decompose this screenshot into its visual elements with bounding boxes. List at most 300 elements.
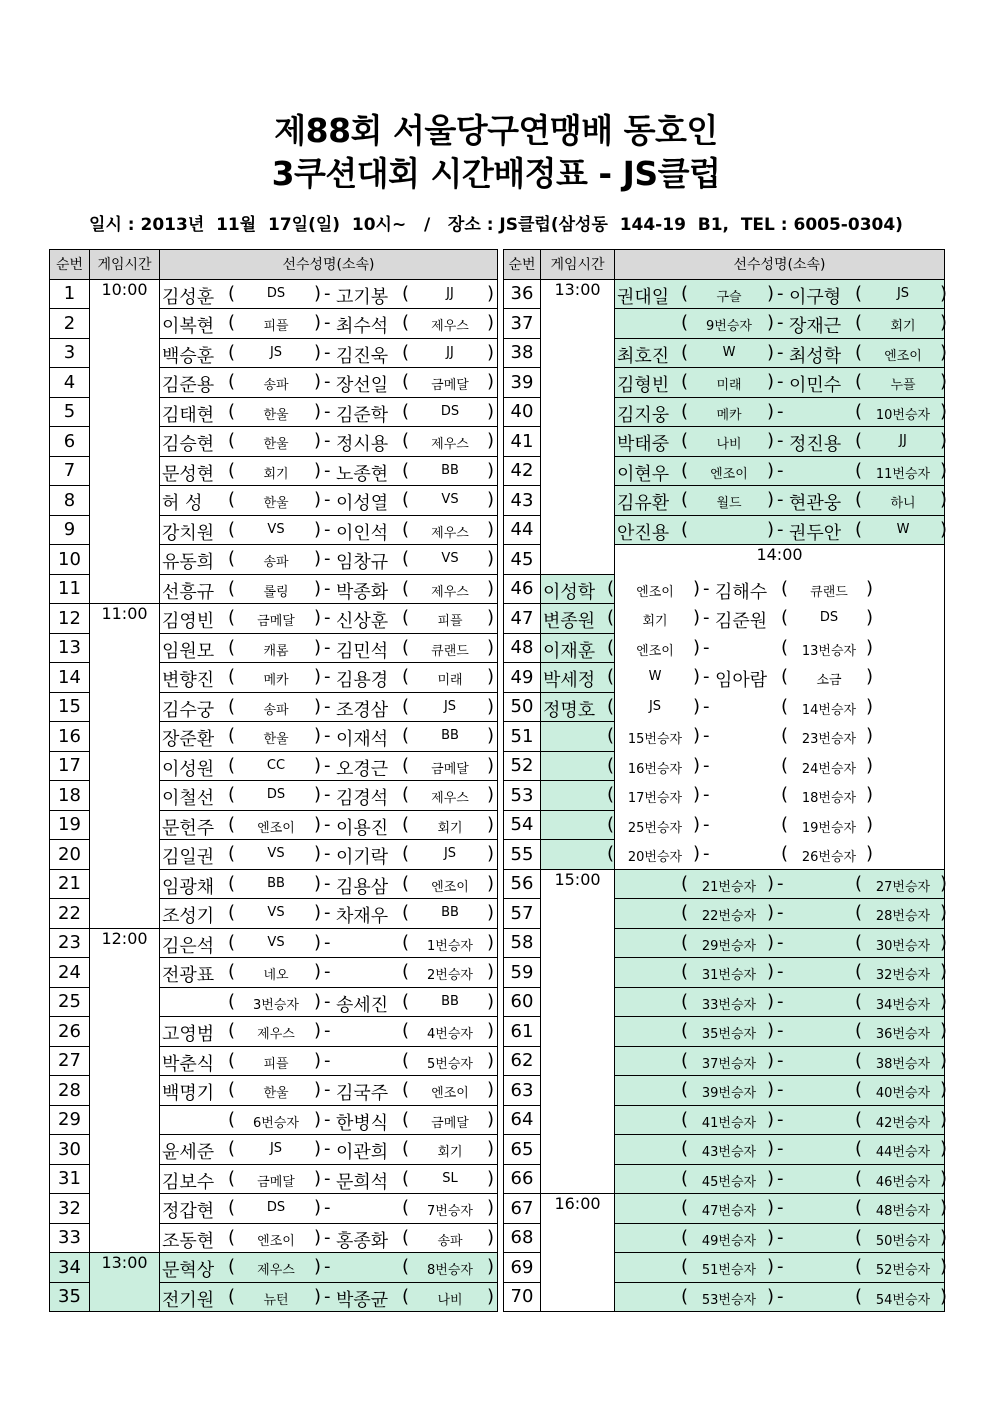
game-time: 14:00: [615, 545, 945, 870]
paren-close: ): [940, 1108, 948, 1130]
paren-close: ): [314, 1020, 322, 1041]
player2-affiliation: 28번승자: [875, 909, 931, 924]
player1-affiliation: 한울: [263, 496, 289, 511]
paren-open: (: [855, 489, 863, 510]
player2-name: 이관희: [336, 1142, 389, 1163]
player2-affiliation: 5번승자: [427, 1056, 473, 1072]
player2-affiliation: 4번승자: [427, 1027, 473, 1042]
player2-affiliation: 18번승자: [801, 791, 857, 806]
paren-close: ): [866, 754, 874, 776]
player1-affiliation: 33번승자: [701, 997, 757, 1013]
paren-open: (: [402, 843, 410, 864]
paren-close: ): [767, 961, 775, 982]
versus-dash: -: [777, 990, 784, 1012]
paren-open: (: [607, 666, 615, 687]
player1-name: 김형빈: [617, 375, 670, 396]
players-cell: [160, 899, 498, 929]
paren-close: ): [487, 813, 495, 835]
player2-affiliation: 제우스: [431, 584, 469, 600]
player1-name: 백명기: [162, 1083, 215, 1104]
player2-affiliation: 제우스: [431, 437, 469, 452]
player1-name: 정명호: [543, 699, 596, 721]
player2-affiliation: 미래: [437, 673, 463, 688]
paren-open: (: [607, 813, 615, 835]
match-number: 4: [50, 368, 90, 398]
players-cell: [160, 338, 498, 368]
paren-open: (: [855, 1108, 863, 1130]
player1-affiliation: VS: [267, 521, 285, 537]
paren-close: ): [940, 1256, 948, 1277]
match-number: 63: [504, 1076, 541, 1106]
match-number: 39: [504, 368, 541, 398]
versus-dash: -: [324, 341, 331, 363]
paren-close: ): [940, 1079, 948, 1100]
game-time: 10:00: [90, 279, 160, 604]
player2-affiliation: 소금: [816, 673, 842, 688]
paren-open: (: [228, 459, 236, 481]
player1-name: 이철선: [162, 788, 215, 809]
player2-name: 이성열: [336, 493, 389, 514]
match-number: 5: [50, 397, 90, 427]
player1-affiliation: 한울: [263, 437, 289, 452]
player2-affiliation: BB: [441, 993, 459, 1009]
paren-open: (: [781, 577, 789, 599]
players-cell: [615, 928, 948, 958]
paren-close: ): [487, 1285, 495, 1307]
player2-affiliation: JJ: [899, 433, 907, 448]
player2-name: 장재근: [789, 316, 842, 337]
paren-close: ): [487, 282, 495, 304]
player1-affiliation: 49번승자: [701, 1233, 757, 1249]
player1-affiliation: CC: [266, 757, 286, 773]
versus-dash: -: [324, 725, 331, 746]
player2-affiliation: JS: [443, 846, 457, 861]
paren-close: ): [866, 636, 874, 658]
versus-dash: -: [703, 784, 710, 805]
paren-close: ): [314, 371, 322, 392]
paren-open: (: [402, 548, 410, 569]
versus-dash: -: [324, 282, 331, 304]
paren-open: (: [228, 1049, 236, 1071]
paren-open: (: [681, 1108, 689, 1130]
paren-close: ): [487, 371, 495, 392]
paren-close: ): [314, 459, 322, 481]
players-cell: [160, 663, 498, 693]
paren-open: (: [228, 577, 236, 599]
match-number: 6: [50, 427, 90, 457]
match-number: 70: [504, 1282, 541, 1312]
versus-dash: -: [777, 1167, 784, 1189]
paren-close: ): [314, 1226, 322, 1248]
player1-affiliation: 41번승자: [701, 1115, 757, 1131]
player2-affiliation: 14번승자: [801, 702, 857, 718]
paren-close: ): [693, 843, 701, 864]
player2-name: 송세진: [336, 994, 389, 1016]
versus-dash: -: [777, 1226, 784, 1248]
players-cell: [160, 604, 498, 634]
player2-name: 노종현: [336, 463, 389, 485]
player1-affiliation: 송파: [263, 378, 289, 393]
player1-name: 허 성: [162, 493, 203, 514]
paren-open: (: [402, 1285, 410, 1307]
player2-name: 한병식: [336, 1112, 389, 1134]
match-number: 49: [504, 663, 541, 693]
versus-dash: -: [777, 1020, 784, 1041]
player1-name: 이성학: [543, 581, 596, 603]
paren-open: (: [402, 1108, 410, 1130]
paren-open: (: [681, 282, 689, 304]
paren-open: (: [402, 282, 410, 304]
paren-close: ): [487, 518, 495, 540]
match-number: 19: [50, 810, 90, 840]
paren-close: ): [940, 1049, 948, 1071]
match-number: 47: [504, 604, 541, 634]
player1-name: 김일권: [162, 847, 215, 868]
player1-affiliation: 17번승자: [627, 791, 683, 806]
paren-close: ): [693, 725, 701, 746]
player1-name: 김준용: [162, 375, 215, 396]
match-number: 68: [504, 1223, 541, 1253]
paren-open: (: [228, 813, 236, 835]
table-row: [504, 869, 945, 899]
paren-open: (: [228, 341, 236, 363]
match-number: 18: [50, 781, 90, 811]
player1-affiliation: 메카: [716, 407, 742, 423]
player2-affiliation: 24번승자: [801, 761, 857, 777]
player1-affiliation: W: [722, 344, 736, 360]
paren-open: (: [607, 843, 615, 864]
paren-open: (: [402, 459, 410, 481]
schedule-table-right: [503, 249, 948, 1312]
paren-open: (: [681, 1256, 689, 1277]
paren-close: ): [487, 459, 495, 481]
match-number: 44: [504, 515, 541, 545]
match-number: 7: [50, 456, 90, 486]
match-number: 67: [504, 1194, 541, 1224]
match-number: 20: [50, 840, 90, 870]
versus-dash: -: [324, 1167, 331, 1189]
versus-dash: -: [324, 1197, 331, 1218]
paren-open: (: [855, 1197, 863, 1218]
players-cell: [615, 1017, 948, 1047]
versus-dash: -: [777, 931, 784, 953]
paren-close: ): [940, 1197, 948, 1218]
players-cell: [541, 633, 874, 663]
match-number: 35: [50, 1282, 90, 1312]
players-cell: [160, 368, 498, 398]
player1-name: 박세정: [543, 670, 596, 691]
players-cell: [160, 722, 498, 752]
player2-affiliation: 48번승자: [875, 1204, 931, 1219]
paren-open: (: [402, 1049, 410, 1071]
versus-dash: -: [324, 813, 331, 835]
match-number: 34: [50, 1253, 90, 1283]
versus-dash: -: [777, 430, 784, 451]
players-cell: [160, 751, 498, 781]
player2-name: 정시용: [336, 434, 389, 455]
player1-affiliation: 9번승자: [706, 319, 752, 334]
player1-affiliation: 네오: [263, 968, 289, 983]
match-number: 33: [50, 1223, 90, 1253]
paren-open: (: [402, 312, 410, 333]
paren-open: (: [855, 1020, 863, 1041]
player1-name: 전광표: [162, 965, 215, 986]
paren-close: ): [866, 784, 874, 805]
versus-dash: -: [324, 548, 331, 569]
paren-close: ): [314, 1285, 322, 1307]
paren-close: ): [940, 1226, 948, 1248]
paren-open: (: [228, 666, 236, 687]
match-number: 10: [50, 545, 90, 575]
player1-name: 김수궁: [162, 699, 215, 721]
player2-affiliation: 송파: [437, 1233, 463, 1249]
player2-affiliation: 30번승자: [875, 938, 931, 954]
players-cell: [615, 1253, 948, 1283]
game-time: 12:00: [90, 928, 160, 1253]
match-number: 37: [504, 309, 541, 339]
player2-affiliation: 제우스: [431, 525, 469, 541]
player1-affiliation: VS: [267, 934, 285, 950]
paren-open: (: [681, 312, 689, 333]
match-number: 29: [50, 1105, 90, 1135]
players-cell: [160, 1194, 498, 1224]
paren-close: ): [314, 784, 322, 805]
paren-close: ): [487, 843, 495, 864]
paren-open: (: [228, 1285, 236, 1307]
paren-open: (: [681, 1285, 689, 1307]
match-number: 26: [50, 1017, 90, 1047]
player1-affiliation: 엔조이: [710, 466, 748, 482]
players-cell: [615, 279, 948, 309]
player1-name: 선흥규: [162, 581, 215, 603]
paren-close: ): [866, 666, 874, 687]
player2-affiliation: JS: [443, 698, 457, 714]
player1-affiliation: 피플: [263, 319, 289, 334]
paren-open: (: [681, 400, 689, 422]
player2-affiliation: 엔조이: [431, 1086, 469, 1101]
player2-affiliation: 40번승자: [875, 1086, 931, 1101]
player2-name: 김용삼: [336, 876, 389, 898]
paren-close: ): [866, 843, 874, 864]
paren-open: (: [228, 931, 236, 953]
paren-close: ): [487, 1138, 495, 1159]
player1-name: 고영범: [162, 1024, 215, 1045]
paren-close: ): [487, 400, 495, 422]
paren-open: (: [402, 489, 410, 510]
table-row: [504, 279, 945, 309]
paren-open: (: [681, 961, 689, 982]
players-cell: [541, 574, 874, 604]
player2-affiliation: 54번승자: [875, 1292, 931, 1308]
paren-open: (: [855, 902, 863, 923]
paren-open: (: [228, 371, 236, 392]
player2-affiliation: BB: [441, 905, 459, 920]
versus-dash: -: [324, 489, 331, 510]
versus-dash: -: [777, 400, 784, 422]
paren-open: (: [402, 813, 410, 835]
match-number: 40: [504, 397, 541, 427]
players-cell: [615, 869, 948, 899]
player1-affiliation: 20번승자: [627, 850, 683, 865]
player1-affiliation: 39번승자: [701, 1086, 757, 1101]
match-number: 60: [504, 987, 541, 1017]
paren-close: ): [314, 577, 322, 599]
paren-open: (: [855, 990, 863, 1012]
header-time: 게임시간: [90, 250, 160, 280]
versus-dash: -: [324, 312, 331, 333]
paren-open: (: [855, 1167, 863, 1189]
match-number: 12: [50, 604, 90, 634]
player2-affiliation: JS: [896, 285, 910, 301]
paren-close: ): [487, 961, 495, 982]
player1-affiliation: 37번승자: [701, 1056, 757, 1072]
player1-name: 김승현: [162, 434, 215, 455]
player1-affiliation: 피플: [263, 1056, 289, 1072]
player1-name: 김영빈: [162, 611, 215, 632]
paren-close: ): [940, 1138, 948, 1159]
player2-name: 문희석: [336, 1171, 389, 1193]
player1-name: 문성현: [162, 463, 215, 485]
players-cell: [615, 1194, 948, 1224]
player2-affiliation: 52번승자: [875, 1263, 931, 1278]
paren-close: ): [487, 1167, 495, 1189]
match-number: 66: [504, 1164, 541, 1194]
player1-name: 임원모: [162, 640, 215, 662]
player2-affiliation: W: [896, 521, 910, 537]
players-cell: [160, 840, 498, 870]
match-number: 3: [50, 338, 90, 368]
header-names: 선수성명(소속): [160, 250, 498, 280]
player2-affiliation: DS: [440, 403, 460, 419]
players-cell: [160, 1282, 498, 1312]
match-number: 55: [504, 840, 541, 870]
paren-open: (: [228, 312, 236, 333]
paren-close: ): [767, 1138, 775, 1159]
player1-affiliation: 51번승자: [701, 1263, 757, 1278]
player1-name: 조성기: [162, 906, 215, 927]
game-time: 13:00: [541, 279, 615, 574]
player1-name: 이성원: [162, 758, 215, 780]
paren-close: ): [940, 312, 948, 333]
paren-open: (: [228, 1226, 236, 1248]
player1-affiliation: 한울: [263, 1086, 289, 1101]
players-cell: [615, 515, 948, 545]
paren-open: (: [855, 518, 863, 540]
paren-close: ): [314, 872, 322, 894]
paren-close: ): [314, 1256, 322, 1277]
player2-name: 박종균: [336, 1289, 389, 1311]
player1-affiliation: 22번승자: [701, 909, 757, 924]
page-title: 제88회 서울당구연맹배 동호인: [274, 111, 718, 150]
players-cell: [160, 928, 498, 958]
paren-close: ): [940, 400, 948, 422]
players-cell: [615, 1076, 948, 1106]
paren-open: (: [781, 607, 789, 628]
paren-open: (: [681, 430, 689, 451]
player2-affiliation: 누플: [890, 378, 916, 393]
player1-name: 장준환: [162, 729, 215, 750]
paren-close: ): [940, 430, 948, 451]
players-cell: [615, 456, 948, 486]
paren-open: (: [228, 400, 236, 422]
match-number: 24: [50, 958, 90, 988]
versus-dash: -: [324, 990, 331, 1012]
paren-open: (: [681, 1197, 689, 1218]
header-num: 순번: [504, 250, 541, 280]
player1-name: 이복현: [162, 316, 215, 337]
versus-dash: -: [324, 1256, 331, 1277]
paren-close: ): [314, 902, 322, 923]
player2-name: 장선일: [336, 375, 389, 396]
players-cell: [160, 279, 498, 309]
players-cell: [160, 633, 498, 663]
paren-close: ): [767, 1020, 775, 1041]
paren-open: (: [402, 371, 410, 392]
game-time: 16:00: [541, 1194, 615, 1312]
players-cell: [160, 1046, 498, 1076]
player1-affiliation: 엔조이: [257, 1233, 295, 1249]
players-cell: [541, 781, 874, 811]
player1-affiliation: 43번승자: [701, 1145, 757, 1160]
versus-dash: -: [703, 636, 710, 658]
table-row: [50, 604, 498, 634]
players-cell: [541, 663, 874, 693]
player1-affiliation: 21번승자: [701, 879, 757, 895]
paren-open: (: [681, 1167, 689, 1189]
player1-affiliation: 47번승자: [701, 1204, 757, 1219]
player1-affiliation: 송파: [263, 555, 289, 570]
paren-open: (: [781, 666, 789, 687]
paren-open: (: [228, 725, 236, 746]
player2-affiliation: 1번승자: [427, 938, 473, 954]
versus-dash: -: [324, 1079, 331, 1100]
paren-close: ): [314, 1049, 322, 1071]
paren-open: (: [228, 754, 236, 776]
paren-open: (: [228, 489, 236, 510]
player2-name: 권두안: [789, 522, 842, 544]
players-cell: [615, 1046, 948, 1076]
paren-close: ): [693, 607, 701, 628]
match-number: 69: [504, 1253, 541, 1283]
players-cell: [541, 810, 874, 840]
player2-affiliation: 38번승자: [875, 1056, 931, 1072]
players-cell: [160, 1076, 498, 1106]
paren-open: (: [228, 607, 236, 628]
paren-close: ): [314, 489, 322, 510]
player1-name: 최호진: [617, 345, 670, 367]
player2-name: 이구형: [789, 286, 842, 308]
players-cell: [160, 958, 498, 988]
paren-open: (: [681, 990, 689, 1012]
player2-affiliation: 회기: [890, 319, 916, 334]
player1-name: 문헌주: [162, 817, 215, 839]
paren-open: (: [402, 341, 410, 363]
paren-close: ): [487, 489, 495, 510]
versus-dash: -: [324, 400, 331, 422]
players-cell: [541, 722, 874, 752]
paren-close: ): [940, 931, 948, 953]
players-cell: [615, 338, 948, 368]
players-cell: [615, 427, 948, 457]
game-time: 13:00: [90, 1253, 160, 1312]
paren-open: (: [855, 400, 863, 422]
paren-close: ): [314, 1079, 322, 1100]
paren-open: (: [402, 902, 410, 923]
versus-dash: -: [777, 961, 784, 982]
versus-dash: -: [324, 754, 331, 776]
paren-open: (: [402, 872, 410, 894]
player1-affiliation: VS: [267, 905, 285, 920]
